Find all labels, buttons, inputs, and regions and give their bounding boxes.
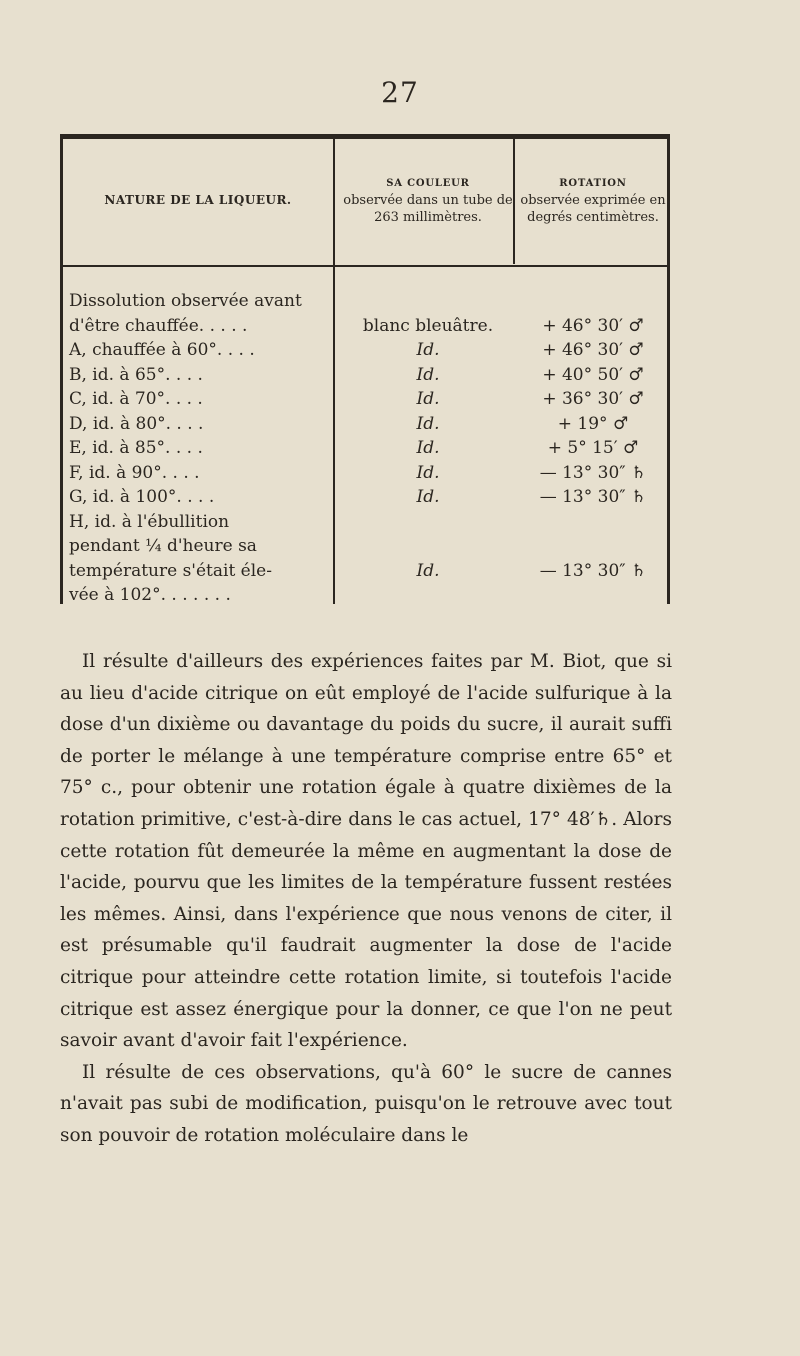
cell-rotation: — 13° 30″ ♄ <box>539 560 647 581</box>
cell-couleur: blanc bleuâtre. <box>362 315 494 336</box>
cell-couleur: Id. <box>416 340 440 360</box>
cell-nature: B, id. à 65°. . . . <box>69 364 203 385</box>
cell-rotation: + 46° 30′ ♂ <box>542 315 644 336</box>
cell-nature: A, chauffée à 60°. . . . <box>69 340 255 360</box>
cell-nature: d'être chauffée. . . . . <box>69 315 248 336</box>
cell-couleur: Id. <box>416 389 440 409</box>
table-row <box>63 412 667 437</box>
table-row <box>63 485 667 510</box>
table-row <box>63 363 667 388</box>
cell-rotation: + 36° 30′ ♂ <box>542 389 644 409</box>
cell-rotation: — 13° 30″ ♄ <box>539 462 647 483</box>
header-rotation-desc: observée exprimée en degrés centimètres. <box>520 192 666 225</box>
header-couleur <box>338 139 518 261</box>
cell-nature: E, id. à 85°. . . . <box>69 438 203 458</box>
body-text <box>60 646 672 1152</box>
table-row <box>63 289 667 314</box>
table-row <box>63 387 667 412</box>
cell-nature: D, id. à 80°. . . . <box>69 413 204 434</box>
paragraph: Il résulte d'ailleurs des expériences faites par M. Biot, que si au lieu d'acide citrique on eût employé de l'acide sulfurique à la dose d'un dixième ou davantage du poids du sucre, il aurait suffi de porter le mélange à une température comprise entre 65° et 75° c., pour obtenir une rotation égale à quatre dixièmes de la rotation primitive, c'est-à-dire dans le cas actuel, 17° 48′♄. Alors cette rotation fût demeurée la même en augmentant la dose de l'acide, pourvu que les limites de la température fussent restées les mêmes. Ainsi, dans l'expérience que nous venons de citer, il est présumable qu'il faudrait augmenter la dose de l'acide citrique pour atteindre cette rotation limite, si toutefois l'acide citrique est assez énergique pour la donner, ce que l'on ne peut savoir avant d'avoir fait l'expérience. <box>60 651 672 1052</box>
cell-nature: pendant ¼ d'heure sa <box>69 536 257 556</box>
cell-nature: température s'était éle- <box>69 560 272 581</box>
cell-couleur: Id. <box>416 364 440 385</box>
header-nature: NATURE DE LA LIQUEUR. <box>104 192 292 207</box>
cell-couleur: Id. <box>416 413 440 434</box>
cell-nature: vée à 102°. . . . . . . <box>69 585 231 605</box>
cell-couleur: Id. <box>416 462 440 483</box>
cell-nature: F, id. à 90°. . . . <box>69 462 200 483</box>
cell-rotation: + 5° 15′ ♂ <box>547 438 639 458</box>
table-row <box>63 534 667 559</box>
header-couleur-desc: observée dans un tube de 263 millimètres. <box>343 192 513 225</box>
table-row <box>63 436 667 461</box>
data-table <box>60 134 670 604</box>
cell-nature: Dissolution observée avant <box>69 291 302 311</box>
paragraph: Il résulte de ces observations, qu'à 60° le sucre de cannes n'avait pas subi de modification, puisqu'on le retrouve avec tout son pouvoir de rotation moléculaire dans le <box>60 1061 672 1146</box>
table-body <box>63 289 667 608</box>
cell-nature: G, id. à 100°. . . . <box>69 487 215 507</box>
table-row <box>63 314 667 339</box>
table-row <box>63 510 667 535</box>
cell-rotation: + 40° 50′ ♂ <box>542 364 644 385</box>
column-divider <box>513 139 515 264</box>
header-rotation-title: ROTATION <box>559 177 627 189</box>
cell-rotation: + 46° 30′ ♂ <box>542 340 644 360</box>
header-couleur-title: SA COULEUR <box>386 177 470 189</box>
cell-couleur: Id. <box>416 560 440 581</box>
cell-nature: C, id. à 70°. . . . <box>69 389 203 409</box>
cell-couleur: Id. <box>416 487 440 507</box>
cell-rotation: — 13° 30″ ♄ <box>539 487 647 507</box>
page-number: 27 <box>381 76 419 109</box>
table-row <box>63 338 667 363</box>
header-rotation <box>518 139 668 261</box>
table-row <box>63 559 667 584</box>
cell-nature: H, id. à l'ébullition <box>69 511 230 532</box>
table-row <box>63 461 667 486</box>
table-row <box>63 583 667 608</box>
cell-rotation: + 19° ♂ <box>557 413 629 434</box>
cell-couleur: Id. <box>416 438 440 458</box>
header-divider <box>63 265 667 267</box>
